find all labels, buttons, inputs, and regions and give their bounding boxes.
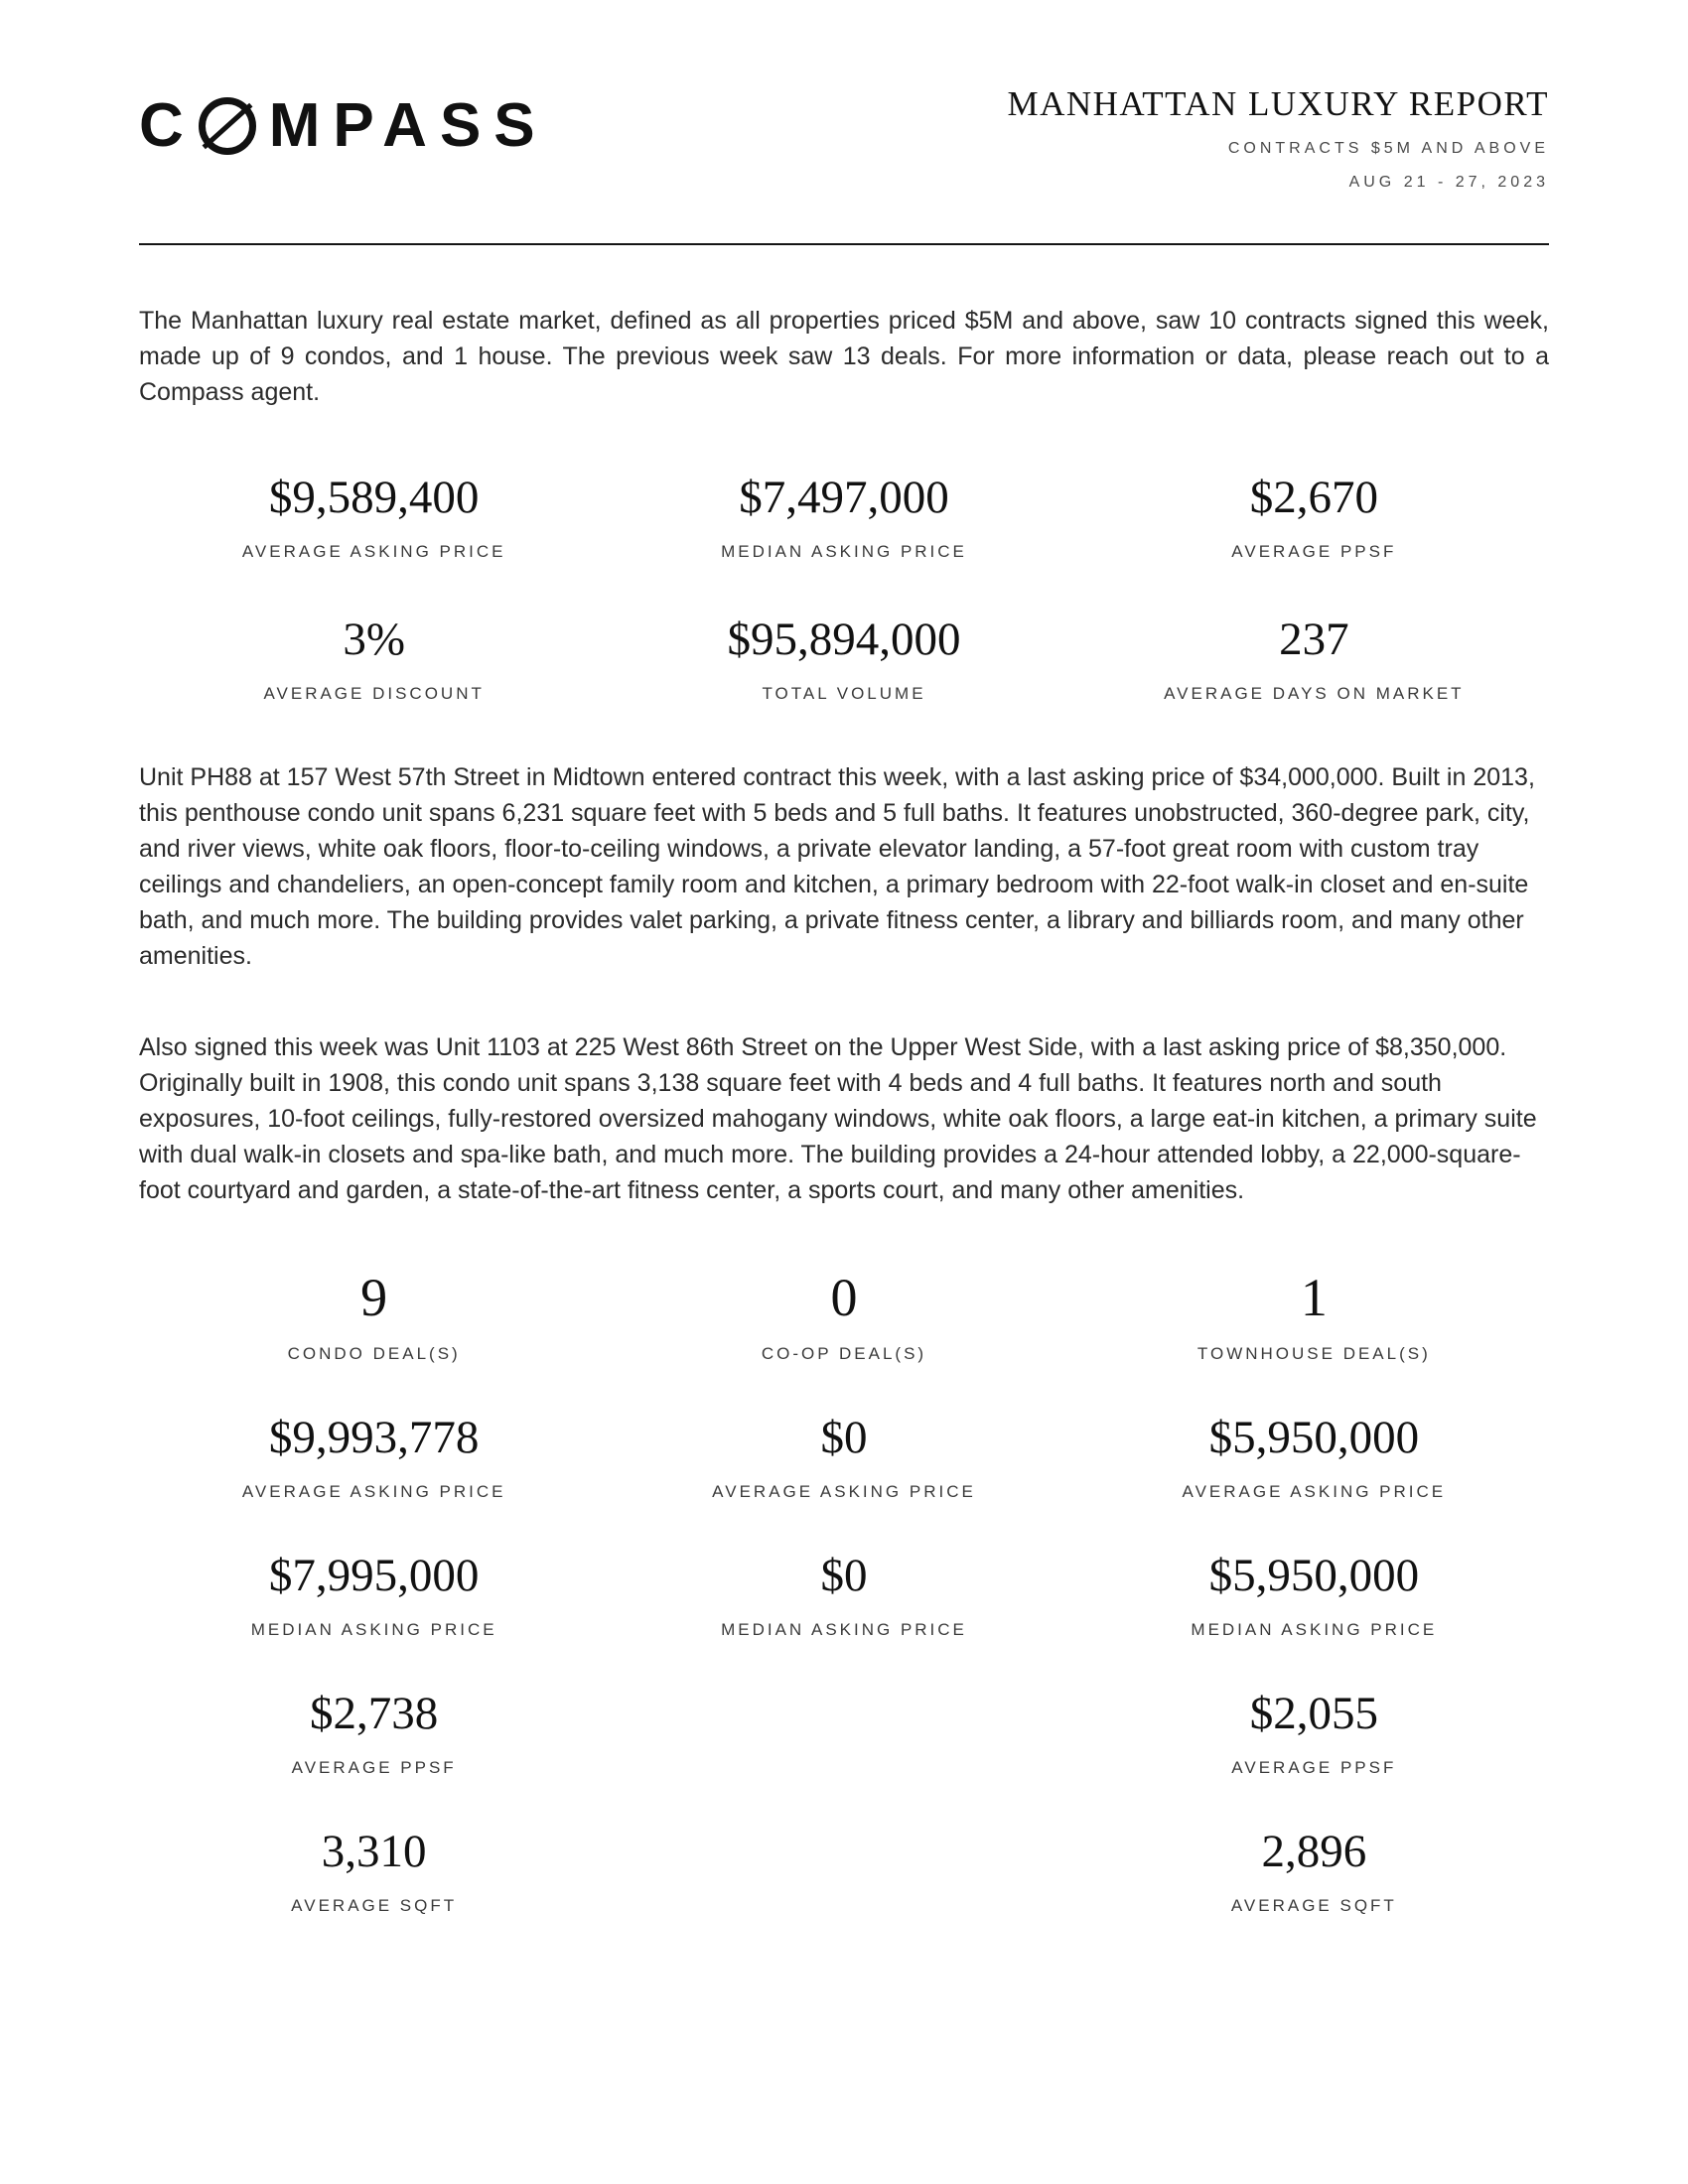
stat-median-asking-price (609, 472, 1078, 562)
stat-label: CO-OP DEAL(S) (761, 1344, 927, 1363)
stat-townhouse-average-sqft (1079, 1826, 1549, 1916)
stat-average-days-on-market (1079, 614, 1549, 704)
stat-label: AVERAGE ASKING PRICE (1182, 1482, 1447, 1501)
stat-condo-deals (139, 1270, 609, 1364)
stat-label: AVERAGE SQFT (1230, 1896, 1397, 1915)
stat-label: AVERAGE ASKING PRICE (241, 542, 506, 561)
report-subtitle-contracts: CONTRACTS $5M AND ABOVE (1227, 140, 1549, 157)
stat-label: AVERAGE PPSF (1231, 1758, 1397, 1777)
stat-average-discount (139, 614, 609, 704)
summary-stats-grid (139, 472, 1549, 704)
stat-condo-average-sqft (139, 1826, 609, 1916)
stat-label: AVERAGE DAYS ON MARKET (1164, 684, 1465, 703)
stat-value: $5,950,000 (1208, 1550, 1420, 1601)
stat-condo-average-ppsf (139, 1688, 609, 1778)
stat-value: 3% (343, 614, 405, 665)
stat-value: 237 (1279, 614, 1349, 665)
stat-average-ppsf (1079, 472, 1549, 562)
stat-coop-average-asking-price (609, 1412, 1078, 1502)
stat-value: $7,497,000 (739, 472, 949, 523)
stat-label: TOTAL VOLUME (762, 684, 926, 703)
stat-condo-median-asking-price (139, 1550, 609, 1640)
compass-needle-o-icon (199, 97, 256, 155)
intro-paragraph: The Manhattan luxury real estate market, defined as all properties priced $5M and above, saw 10 contracts signed this week, made up of 9 condos, and 1 house. The previous week saw 13 deals. For more information or data, please reach out to a Compass agent. (139, 307, 1549, 406)
stat-average-asking-price (139, 472, 609, 562)
stat-value: $5,950,000 (1208, 1412, 1420, 1463)
stat-townhouse-deals (1079, 1270, 1549, 1364)
compass-logo (139, 84, 548, 161)
stat-value: $0 (820, 1412, 868, 1463)
stat-value: 0 (830, 1268, 858, 1327)
header-divider (139, 243, 1549, 245)
report-title-block (1007, 84, 1549, 192)
stat-value: $0 (820, 1550, 868, 1601)
stat-townhouse-average-asking-price (1079, 1412, 1549, 1502)
stat-label: AVERAGE ASKING PRICE (712, 1482, 976, 1501)
stat-label: AVERAGE SQFT (291, 1896, 458, 1915)
stat-coop-deals (609, 1270, 1078, 1364)
stat-label: AVERAGE PPSF (1231, 542, 1397, 561)
stat-coop-median-asking-price (609, 1550, 1078, 1640)
stat-townhouse-median-asking-price (1079, 1550, 1549, 1640)
report-title: MANHATTAN LUXURY REPORT (1007, 84, 1549, 123)
stat-coop-average-sqft-empty (609, 1826, 1078, 1916)
stat-value: $9,993,778 (268, 1412, 480, 1463)
featured-listing-paragraph-1: Unit PH88 at 157 West 57th Street in Midtown entered contract this week, with a last asking price of $34,000,000. Built in 2013, this penthouse condo unit spans 6,231 square feet with 5 beds and 5 full baths. It features unobstructed, 360-degree park, city, and river views, white oak floors, floor-to-ceiling windows, a private elevator landing, a 57-foot great room with custom tray ceilings and chandeliers, an open-concept family room and kitchen, a primary bedroom with 22-foot walk-in closet and en-suite bath, and much more. The building provides valet parking, a private fitness center, a library and billiards room, and many other amenities. (139, 763, 1535, 970)
report-header (139, 84, 1549, 192)
stat-value: $95,894,000 (727, 614, 961, 665)
stat-label: AVERAGE PPSF (291, 1758, 457, 1777)
stat-townhouse-average-ppsf (1079, 1688, 1549, 1778)
stat-total-volume (609, 614, 1078, 704)
stat-value: $2,738 (310, 1688, 439, 1739)
stat-condo-average-asking-price (139, 1412, 609, 1502)
stat-value: 1 (1300, 1268, 1328, 1327)
stat-label: MEDIAN ASKING PRICE (250, 1620, 497, 1639)
stat-value: $2,055 (1249, 1688, 1378, 1739)
stat-label: AVERAGE ASKING PRICE (241, 1482, 506, 1501)
deal-breakdown-grid (139, 1270, 1549, 1916)
stat-value: $9,589,400 (268, 472, 480, 523)
stat-label: TOWNHOUSE DEAL(S) (1196, 1344, 1431, 1363)
stat-label: CONDO DEAL(S) (287, 1344, 461, 1363)
logo-letter-c: C (139, 91, 197, 160)
logo-letters-mpass: MPASS (268, 91, 548, 160)
stat-value: 2,896 (1261, 1826, 1367, 1877)
stat-label: AVERAGE DISCOUNT (263, 684, 485, 703)
stat-label: MEDIAN ASKING PRICE (721, 1620, 967, 1639)
stat-label: MEDIAN ASKING PRICE (721, 542, 967, 561)
stat-value: $2,670 (1249, 472, 1378, 523)
stat-value: 9 (360, 1268, 388, 1327)
stat-coop-average-ppsf-empty (609, 1688, 1078, 1778)
stat-label: MEDIAN ASKING PRICE (1191, 1620, 1438, 1639)
report-subtitle-dates: AUG 21 - 27, 2023 (1348, 174, 1549, 191)
featured-listing-paragraph-2: Also signed this week was Unit 1103 at 225 West 86th Street on the Upper West Side, with a last asking price of $8,350,000. Originally built in 1908, this condo unit spans 3,138 square feet with 4 beds and 4 full baths. It features north and south exposures, 10-foot ceilings, fully-restored oversized mahogany windows, white oak floors, a large eat-in kitchen, a primary suite with dual walk-in closets and spa-like bath, and much more. The building provides a 24-hour attended lobby, a 22,000-square-foot courtyard and garden, a state-of-the-art fitness center, a sports court, and many other amenities. (139, 1033, 1537, 1204)
stat-value: $7,995,000 (268, 1550, 480, 1601)
stat-value: 3,310 (321, 1826, 427, 1877)
